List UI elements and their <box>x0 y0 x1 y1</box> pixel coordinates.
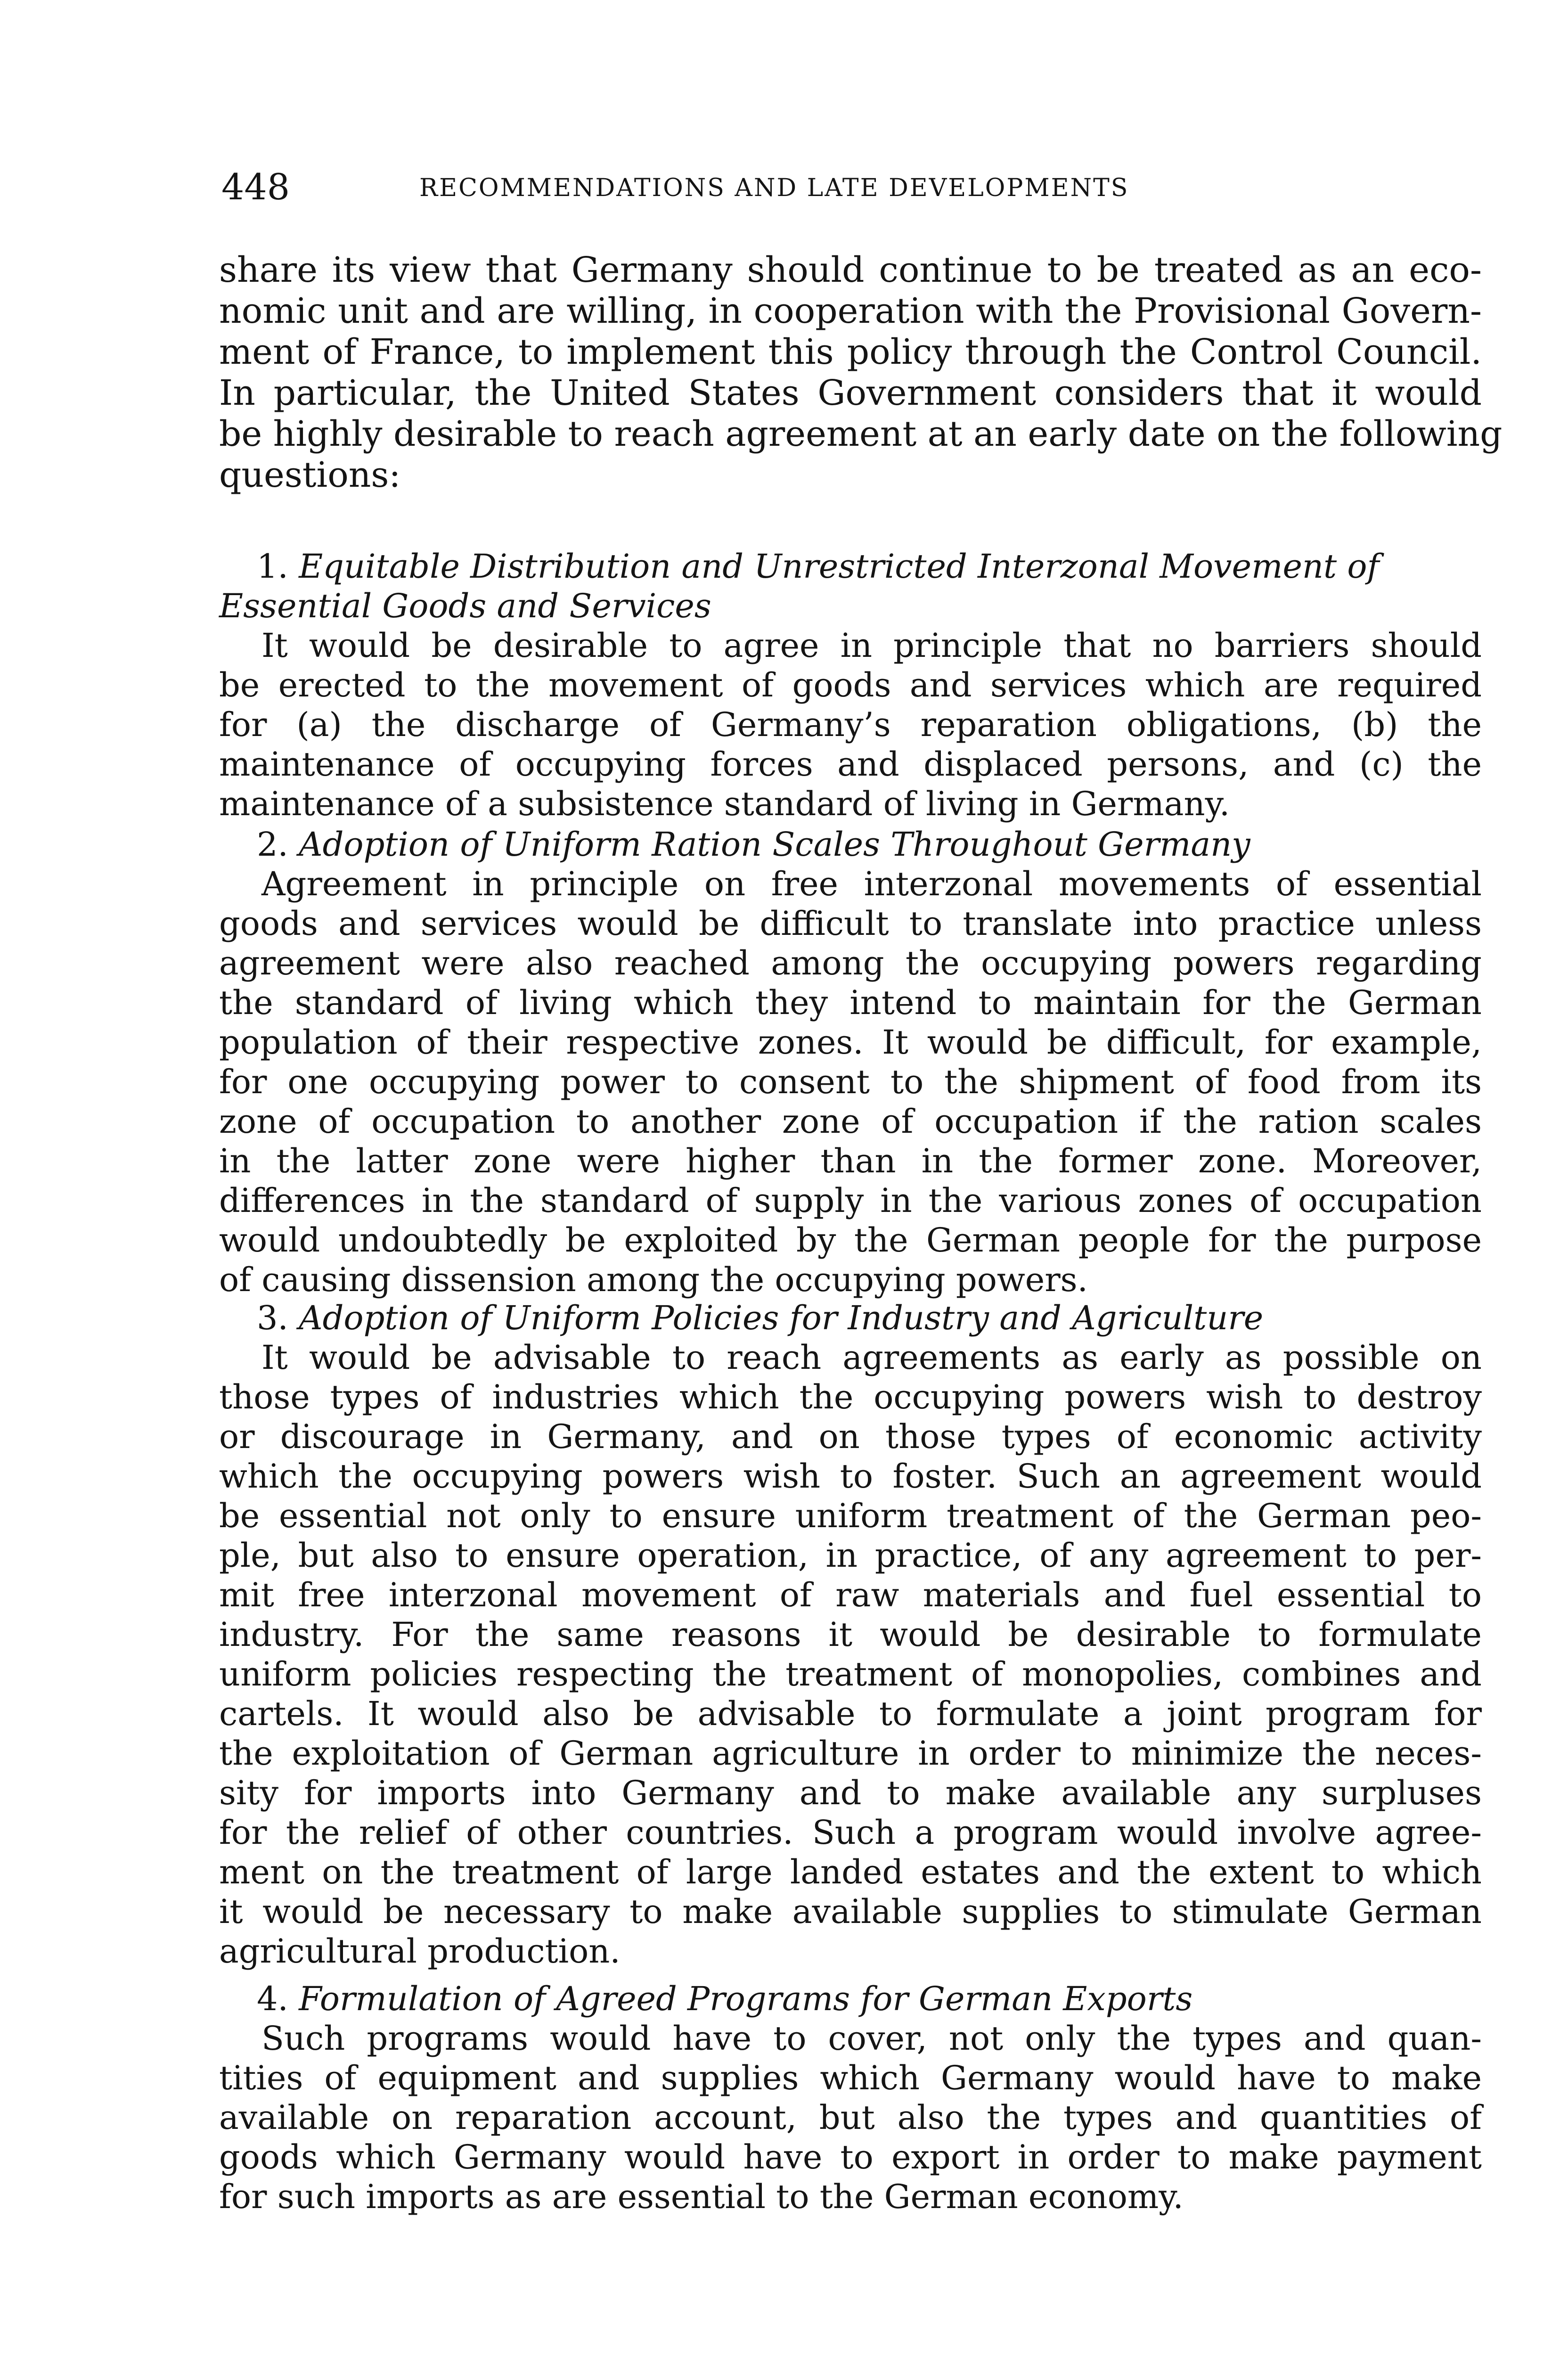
text-line: population of their respective zones. It would be difficult, for example, <box>219 1023 1482 1062</box>
section-body <box>219 2019 1482 2217</box>
section-number: 2. <box>257 825 288 864</box>
text-line: In particular, the United States Government considers that it would <box>219 373 1482 413</box>
page-header <box>221 166 1352 208</box>
text-line: goods which Germany would have to export in order to make payment <box>219 2138 1482 2176</box>
text-line: maintenance of occupying forces and displaced persons, and (c) the <box>219 745 1482 784</box>
text-line: goods and services would be difficult to translate into practice unless <box>219 904 1482 943</box>
text-line: be erected to the movement of goods and services which are required <box>219 666 1482 704</box>
text-line: tities of equipment and supplies which Germany would have to make <box>219 2059 1482 2097</box>
text-line: Such programs would have to cover, not only the types and quan- <box>261 2019 1482 2058</box>
section-item-3 <box>219 1298 1482 1971</box>
text-line: Agreement in principle on free interzonal movements of essential <box>261 865 1482 903</box>
text-line: ple, but also to ensure operation, in practice, of any agreement to per- <box>219 1536 1482 1575</box>
text-line: for the relief of other countries. Such a program would involve agree- <box>219 1813 1482 1852</box>
text-line: questions: <box>219 455 401 495</box>
text-line: agricultural production. <box>219 1932 621 1971</box>
page-number: 448 <box>221 166 290 208</box>
text-line: sity for imports into Germany and to make available any surpluses <box>219 1774 1482 1812</box>
intro-paragraph <box>219 250 1503 496</box>
text-line: the exploitation of German agriculture in order to minimize the neces- <box>219 1734 1482 1773</box>
section-heading-text: Equitable Distribution and Unrestricted Interzonal Movement of <box>299 547 1380 586</box>
section-item-1 <box>219 547 1482 824</box>
text-line: agreement were also reached among the occupying powers regarding <box>219 944 1482 982</box>
text-line: those types of industries which the occupying powers wish to destroy <box>219 1378 1482 1416</box>
text-line: be essential not only to ensure uniform treatment of the German peo- <box>219 1497 1482 1535</box>
text-line: cartels. It would also be advisable to formulate a joint program for <box>219 1694 1482 1733</box>
text-line: in the latter zone were higher than in the former zone. Moreover, <box>219 1142 1482 1180</box>
text-line: for (a) the discharge of Germany’s reparation obligations, (b) the <box>219 705 1482 744</box>
text-line: ment on the treatment of large landed estates and the extent to which <box>219 1853 1482 1891</box>
text-line: It would be advisable to reach agreements as early as possible on <box>261 1338 1482 1377</box>
text-line: share its view that Germany should continue to be treated as an eco- <box>219 250 1482 290</box>
section-body <box>219 626 1482 824</box>
section-heading <box>219 825 1482 864</box>
section-heading-text: Adoption of Uniform Policies for Industry and Agriculture <box>299 1299 1264 1337</box>
text-line: be highly desirable to reach agreement at an early date on the following <box>219 414 1503 454</box>
text-line: It would be desirable to agree in principle that no barriers should <box>261 626 1482 665</box>
section-heading <box>219 1979 1482 2019</box>
section-number: 1. <box>257 547 288 586</box>
text-line: for such imports as are essential to the German economy. <box>219 2177 1184 2216</box>
text-line: would undoubtedly be exploited by the German people for the purpose <box>219 1221 1482 1260</box>
text-line: uniform policies respecting the treatment of monopolies, combines and <box>219 1655 1482 1693</box>
section-number: 3. <box>257 1299 288 1337</box>
text-line: it would be necessary to make available supplies to stimulate German <box>219 1892 1482 1931</box>
text-line: nomic unit and are willing, in cooperation with the Provisional Govern- <box>219 291 1482 331</box>
section-heading-text: Adoption of Uniform Ration Scales Throughout Germany <box>299 825 1250 864</box>
text-line: the standard of living which they intend to maintain for the German <box>219 983 1482 1022</box>
text-line: industry. For the same reasons it would be desirable to formulate <box>219 1615 1482 1654</box>
section-item-4 <box>219 1979 1482 2217</box>
text-line: which the occupying powers wish to foster. Such an agreement would <box>219 1457 1482 1496</box>
text-line: or discourage in Germany, and on those types of economic activity <box>219 1417 1482 1456</box>
text-line: differences in the standard of supply in the various zones of occupation <box>219 1181 1482 1220</box>
text-line: of causing dissension among the occupying powers. <box>219 1260 1088 1299</box>
section-number: 4. <box>257 1980 288 2018</box>
text-line: for one occupying power to consent to the shipment of food from its <box>219 1063 1482 1101</box>
section-body <box>219 1338 1482 1971</box>
section-heading <box>219 1298 1482 1338</box>
section-heading <box>219 547 1482 586</box>
text-line: available on reparation account, but also the types and quantities of <box>219 2098 1482 2137</box>
text-line: ment of France, to implement this policy through the Control Council. <box>219 332 1482 372</box>
text-line: mit free interzonal movement of raw materials and fuel essential to <box>219 1576 1482 1614</box>
text-line: maintenance of a subsistence standard of living in Germany. <box>219 785 1230 823</box>
section-item-2 <box>219 825 1482 1300</box>
section-body <box>219 864 1482 1300</box>
section-heading-continued: Essential Goods and Services <box>219 587 711 625</box>
section-heading-text: Formulation of Agreed Programs for German Exports <box>299 1980 1193 2018</box>
text-line: zone of occupation to another zone of occupation if the ration scales <box>219 1102 1482 1141</box>
running-title: RECOMMENDATIONS AND LATE DEVELOPMENTS <box>419 174 1129 202</box>
